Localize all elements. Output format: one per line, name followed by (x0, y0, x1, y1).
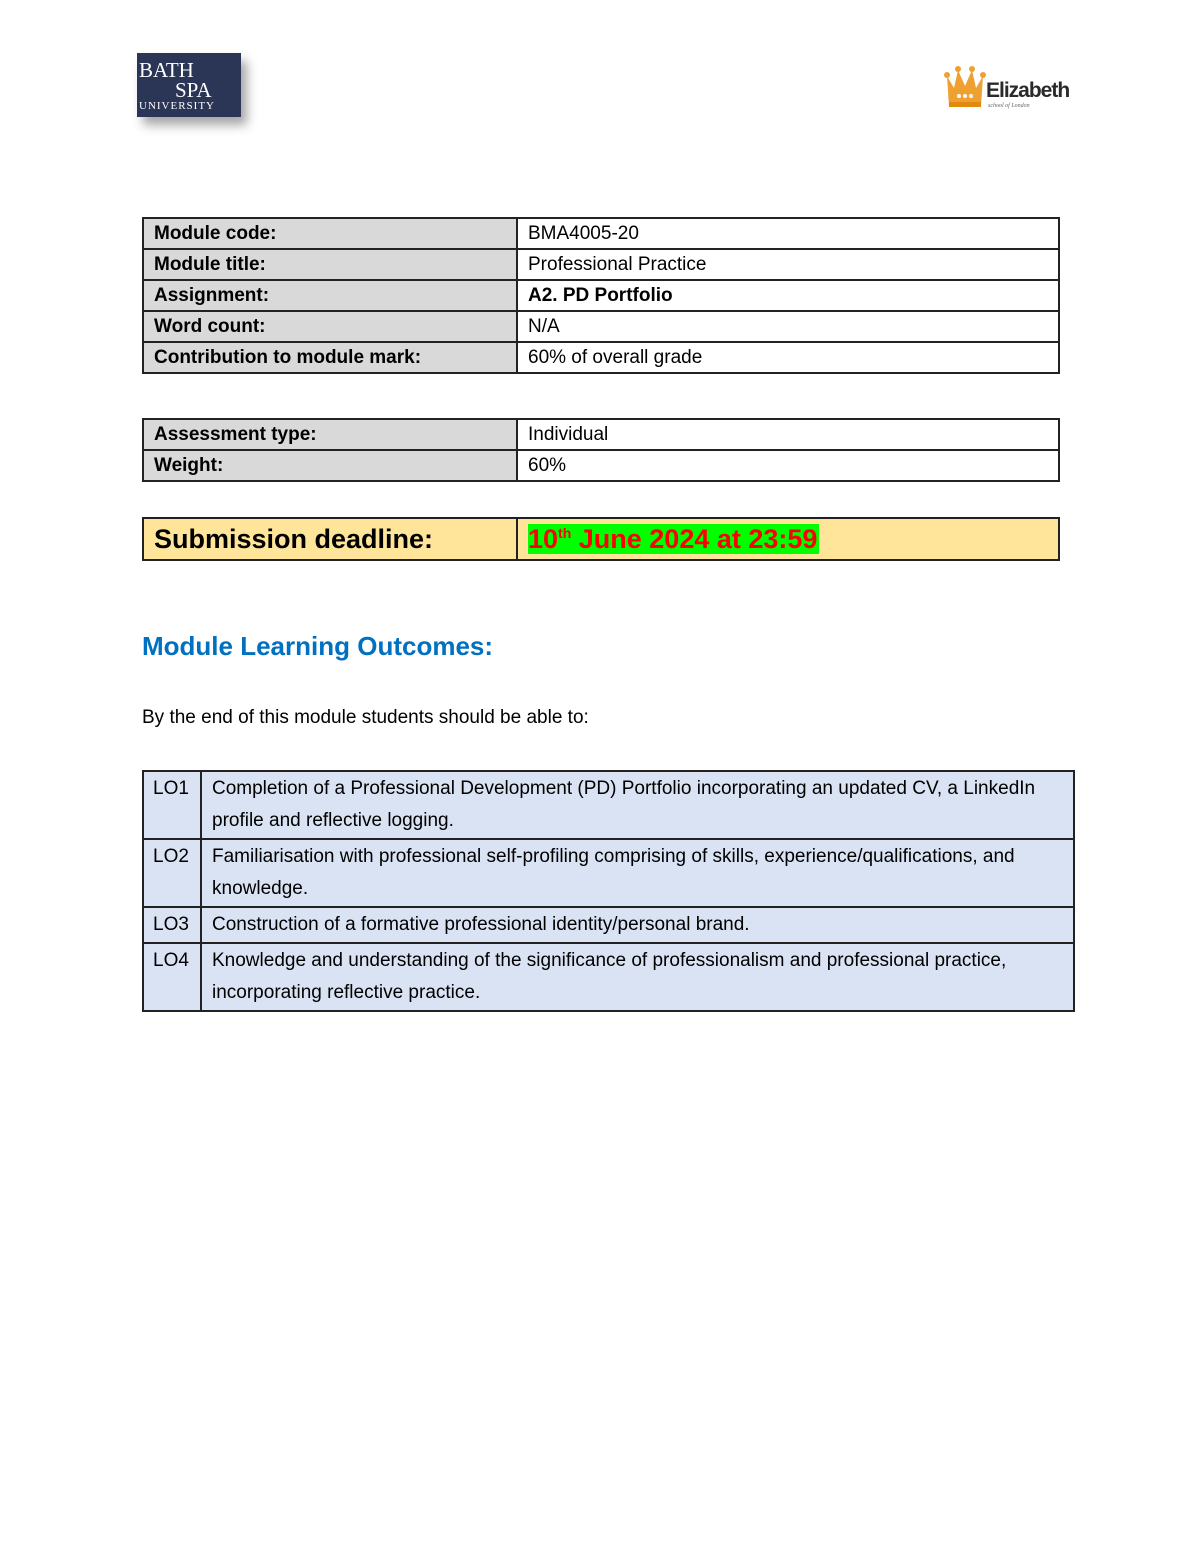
module-info-row (143, 280, 1059, 311)
module-info-value: BMA4005-20 (517, 218, 1059, 249)
assessment-info-label: Weight: (143, 450, 517, 481)
elizabeth-school-logo (944, 66, 1070, 110)
deadline-day: 10 (528, 523, 559, 554)
bath-spa-logo-line3: UNIVERSITY (139, 100, 215, 112)
bath-spa-logo (137, 53, 241, 117)
module-info-value: A2. PD Portfolio (517, 280, 1059, 311)
learning-outcome-row (143, 771, 1074, 839)
deadline-highlight (528, 524, 819, 554)
learning-outcome-text: Construction of a formative professional identity/personal brand. (201, 907, 1074, 943)
learning-outcome-text: Familiarisation with professional self-profiling comprising of skills, experience/qualifications, and knowledge. (201, 839, 1074, 907)
elizabeth-logo-tagline: school of London (988, 103, 1030, 109)
module-info-row (143, 218, 1059, 249)
learning-outcome-code: LO1 (143, 771, 201, 839)
module-info-label: Word count: (143, 311, 517, 342)
deadline-label: Submission deadline: (143, 518, 517, 560)
module-info-value: N/A (517, 311, 1059, 342)
learning-outcome-text: Completion of a Professional Development (PD) Portfolio incorporating an updated CV, a LinkedIn profile and reflective logging. (201, 771, 1074, 839)
learning-outcomes-heading: Module Learning Outcomes: (142, 631, 494, 661)
module-info-label: Assignment: (143, 280, 517, 311)
assessment-info-row (143, 419, 1059, 450)
assessment-info-label: Assessment type: (143, 419, 517, 450)
module-info-label: Module title: (143, 249, 517, 280)
crown-icon (944, 66, 986, 110)
learning-outcome-row (143, 943, 1074, 1011)
deadline-date-rest: June 2024 at 23:59 (571, 523, 818, 554)
module-info-row (143, 249, 1059, 280)
learning-outcome-code: LO3 (143, 907, 201, 943)
learning-outcome-row (143, 907, 1074, 943)
deadline-row (143, 518, 1059, 560)
module-info-row (143, 311, 1059, 342)
module-info-row (143, 342, 1059, 373)
module-info-value: 60% of overall grade (517, 342, 1059, 373)
assessment-info-table (142, 418, 1060, 482)
module-info-label: Contribution to module mark: (143, 342, 517, 373)
learning-outcomes-table (142, 770, 1075, 1012)
bath-spa-logo-line1: BATH (139, 58, 194, 82)
submission-deadline-table (142, 517, 1060, 561)
assessment-info-value: Individual (517, 419, 1059, 450)
assessment-info-value: 60% (517, 450, 1059, 481)
learning-outcome-code: LO4 (143, 943, 201, 1011)
deadline-day-suffix: th (558, 524, 572, 541)
module-info-table (142, 217, 1060, 374)
learning-outcome-row (143, 839, 1074, 907)
module-info-value: Professional Practice (517, 249, 1059, 280)
learning-outcome-text: Knowledge and understanding of the significance of professionalism and professional practice, incorporating reflective practice. (201, 943, 1074, 1011)
module-info-label: Module code: (143, 218, 517, 249)
bath-spa-logo-line2: SPA (175, 78, 212, 102)
learning-outcome-code: LO2 (143, 839, 201, 907)
assessment-info-row (143, 450, 1059, 481)
deadline-value (517, 518, 1059, 560)
elizabeth-logo-name: Elizabeth (986, 79, 1070, 102)
learning-outcomes-intro: By the end of this module students should be able to: (142, 707, 589, 728)
